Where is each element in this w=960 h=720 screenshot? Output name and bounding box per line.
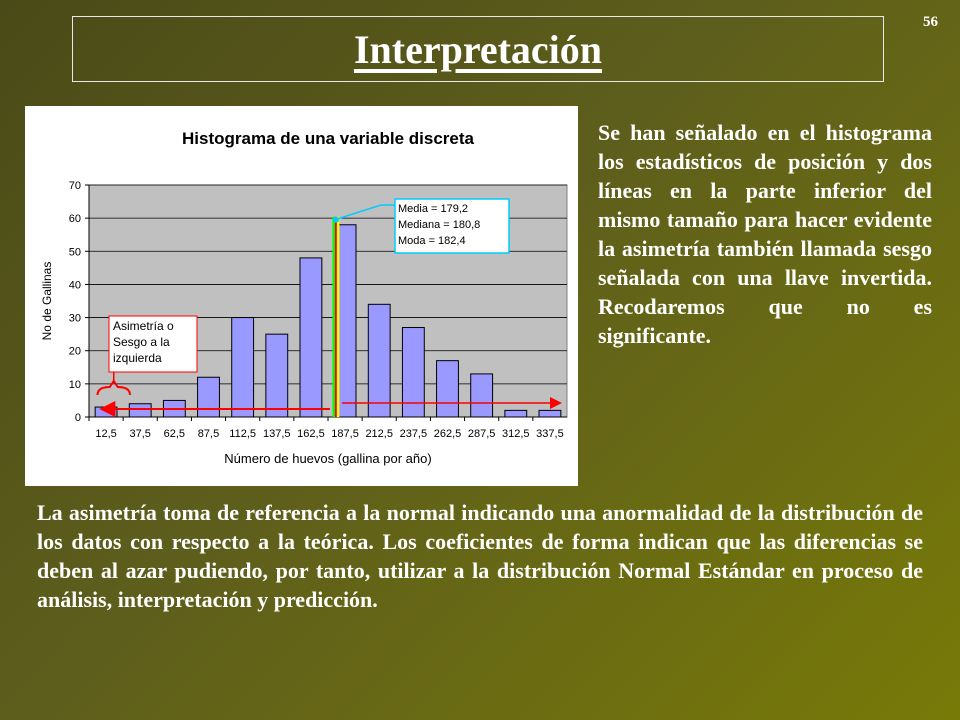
- y-tick-label: 10: [68, 378, 81, 391]
- x-tick-label: 87,5: [197, 428, 220, 440]
- stats-box-line: Mediana = 180,8: [398, 219, 481, 231]
- stats-connector-dot: [333, 217, 339, 223]
- title-box: [72, 16, 884, 82]
- x-tick-label: 37,5: [129, 428, 151, 440]
- x-tick-label: 187,5: [331, 428, 359, 440]
- x-tick-label: 237,5: [399, 428, 428, 440]
- skew-note-line: Asimetría o: [113, 319, 174, 333]
- x-tick-label: 262,5: [433, 428, 462, 440]
- y-tick-label: 70: [68, 180, 81, 192]
- x-tick-label: 112,5: [229, 428, 257, 440]
- slide-title: Interpretación: [353, 26, 603, 72]
- bar: [505, 410, 527, 417]
- y-tick-label: 60: [68, 213, 81, 226]
- histogram-chart: [25, 106, 578, 486]
- side-paragraph: Se han señalado en el histograma los estadísticos de posición y dos líneas en la parte inferior del mismo tamaño para hacer evidente la asimetría también llamada sesgo señalada con una llave invertida. Recodaremos que no es significante.: [598, 120, 932, 348]
- bar: [471, 374, 493, 417]
- stats-box-line: Media = 179,2: [398, 203, 469, 215]
- x-tick-label: 137,5: [263, 428, 291, 440]
- x-tick-label: 162,5: [297, 428, 325, 440]
- bar: [437, 361, 459, 417]
- y-tick-label: 20: [68, 345, 81, 358]
- x-tick-label: 12,5: [95, 428, 117, 440]
- x-tick-label: 62,5: [163, 428, 186, 440]
- x-tick-label: 337,5: [536, 428, 564, 440]
- y-axis-label: No de Gallinas: [40, 261, 54, 341]
- x-tick-label: 212,5: [365, 428, 393, 440]
- skew-note-line: izquierda: [113, 351, 162, 365]
- x-tick-label: 287,5: [467, 428, 496, 440]
- bar: [266, 334, 288, 417]
- stats-box-line: Moda = 182,4: [398, 235, 466, 247]
- bar: [368, 304, 390, 417]
- y-tick-label: 0: [74, 412, 81, 424]
- bar: [129, 404, 151, 417]
- chart-panel: [25, 106, 578, 486]
- slide-number: 56: [923, 14, 938, 30]
- x-tick-label: 312,5: [502, 428, 530, 440]
- y-tick-label: 30: [68, 312, 81, 325]
- bar: [539, 410, 561, 417]
- bar: [300, 258, 322, 417]
- y-tick-label: 40: [68, 279, 81, 292]
- bar: [198, 377, 220, 417]
- bar: [232, 318, 254, 417]
- skew-note-line: Sesgo a la: [113, 335, 170, 349]
- x-axis-label: Número de huevos (gallina por año): [224, 451, 432, 466]
- y-tick-label: 50: [68, 246, 81, 259]
- chart-title: Histograma de una variable discreta: [182, 129, 474, 148]
- bottom-paragraph: La asimetría toma de referencia a la normal indicando una anormalidad de la distribución de los datos con respecto a la teórica. Los coeficientes de forma indican que las diferencias se deben al azar pudiendo, por tanto, utilizar a la distribución Normal Estándar en proceso de análisis, interpretación y predicción.: [37, 500, 923, 612]
